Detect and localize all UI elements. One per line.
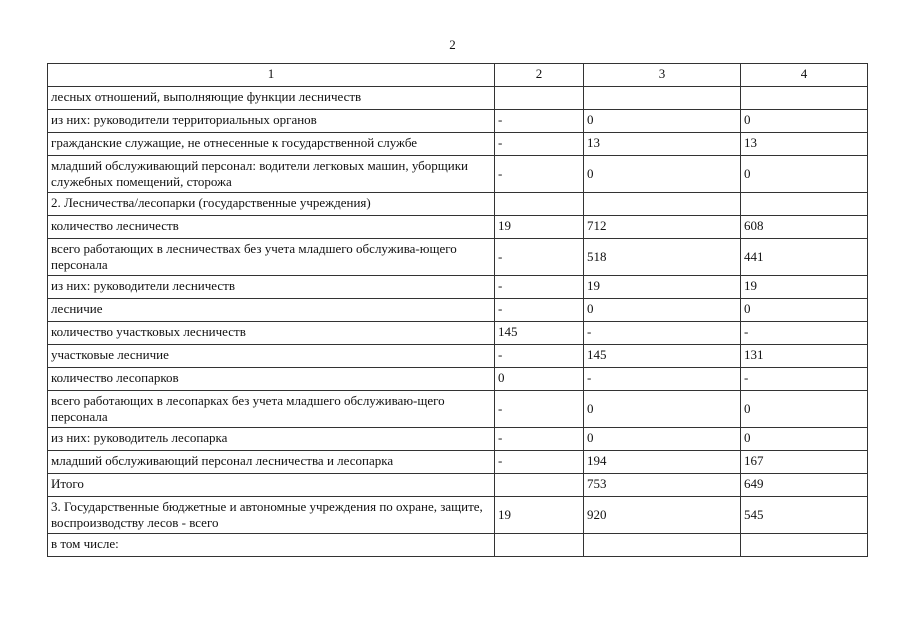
- value-cell: 0: [584, 299, 741, 322]
- table-row: [48, 368, 868, 391]
- value-cell: -: [495, 391, 584, 428]
- table-row: [48, 216, 868, 239]
- row-label: из них: руководители лесничеств: [48, 276, 495, 299]
- section-heading-row: [48, 193, 868, 216]
- value-cell: -: [495, 428, 584, 451]
- value-cell: 0: [584, 428, 741, 451]
- value-cell: 0: [741, 156, 868, 193]
- value-cell: -: [495, 276, 584, 299]
- value-cell: 19: [584, 276, 741, 299]
- value-cell: 145: [584, 345, 741, 368]
- value-cell: 608: [741, 216, 868, 239]
- value-cell: [495, 474, 584, 497]
- value-cell: 0: [741, 428, 868, 451]
- row-label: лесничие: [48, 299, 495, 322]
- row-label: в том числе:: [48, 534, 495, 557]
- value-cell: -: [495, 156, 584, 193]
- row-label: младший обслуживающий персонал лесничества и лесопарка: [48, 451, 495, 474]
- value-cell: -: [584, 368, 741, 391]
- value-cell: 0: [495, 368, 584, 391]
- column-number-row: [48, 64, 868, 87]
- value-cell: 0: [741, 110, 868, 133]
- row-label: количество лесничеств: [48, 216, 495, 239]
- row-label: 3. Государственные бюджетные и автономные учреждения по охране, защите, воспроизводству лесов - всего: [48, 497, 495, 534]
- value-cell: 19: [495, 216, 584, 239]
- column-number-cell: 4: [741, 64, 868, 87]
- table-row: [48, 133, 868, 156]
- section-heading-row: [48, 497, 868, 534]
- value-cell: -: [495, 239, 584, 276]
- value-cell: 13: [584, 133, 741, 156]
- value-cell: -: [741, 368, 868, 391]
- value-cell: 0: [584, 156, 741, 193]
- value-cell: 649: [741, 474, 868, 497]
- row-label: всего работающих в лесничествах без учета младшего обслужива-ющего персонала: [48, 239, 495, 276]
- table-row: [48, 322, 868, 345]
- value-cell: 145: [495, 322, 584, 345]
- value-cell: 167: [741, 451, 868, 474]
- value-cell: 0: [741, 299, 868, 322]
- table-row: [48, 391, 868, 428]
- value-cell: [584, 534, 741, 557]
- value-cell: 545: [741, 497, 868, 534]
- table-row: [48, 345, 868, 368]
- table-row: [48, 276, 868, 299]
- table-row: [48, 110, 868, 133]
- value-cell: 712: [584, 216, 741, 239]
- column-number-cell: 1: [48, 64, 495, 87]
- value-cell: [741, 87, 868, 110]
- value-cell: 0: [584, 110, 741, 133]
- value-cell: [495, 87, 584, 110]
- row-label: из них: руководитель лесопарка: [48, 428, 495, 451]
- value-cell: -: [495, 133, 584, 156]
- value-cell: -: [495, 451, 584, 474]
- row-label: количество лесопарков: [48, 368, 495, 391]
- value-cell: 753: [584, 474, 741, 497]
- value-cell: 0: [741, 391, 868, 428]
- row-label: участковые лесничие: [48, 345, 495, 368]
- value-cell: 920: [584, 497, 741, 534]
- row-label: 2. Лесничества/лесопарки (государственные учреждения): [48, 193, 495, 216]
- value-cell: [495, 193, 584, 216]
- table-row: [48, 156, 868, 193]
- value-cell: -: [741, 322, 868, 345]
- row-label: лесных отношений, выполняющие функции лесничеств: [48, 87, 495, 110]
- value-cell: 441: [741, 239, 868, 276]
- table-row: [48, 299, 868, 322]
- value-cell: 131: [741, 345, 868, 368]
- value-cell: 19: [741, 276, 868, 299]
- value-cell: -: [495, 299, 584, 322]
- value-cell: 19: [495, 497, 584, 534]
- data-table: [47, 63, 868, 557]
- value-cell: -: [495, 110, 584, 133]
- value-cell: -: [584, 322, 741, 345]
- value-cell: 13: [741, 133, 868, 156]
- table-row: [48, 239, 868, 276]
- value-cell: 0: [584, 391, 741, 428]
- row-label: из них: руководители территориальных органов: [48, 110, 495, 133]
- row-label: младший обслуживающий персонал: водители легковых машин, уборщики служебных помещений, сторожа: [48, 156, 495, 193]
- row-label: всего работающих в лесопарках без учета младшего обслуживаю-щего персонала: [48, 391, 495, 428]
- value-cell: [584, 193, 741, 216]
- value-cell: [584, 87, 741, 110]
- table-row: [48, 87, 868, 110]
- value-cell: 194: [584, 451, 741, 474]
- row-label: Итого: [48, 474, 495, 497]
- value-cell: [741, 534, 868, 557]
- column-number-cell: 2: [495, 64, 584, 87]
- value-cell: -: [495, 345, 584, 368]
- value-cell: [741, 193, 868, 216]
- column-number-cell: 3: [584, 64, 741, 87]
- page-number: 2: [449, 37, 456, 52]
- table-row: [48, 428, 868, 451]
- table-row: [48, 451, 868, 474]
- row-label: гражданские служащие, не отнесенные к государственной службе: [48, 133, 495, 156]
- value-cell: [495, 534, 584, 557]
- row-label: количество участковых лесничеств: [48, 322, 495, 345]
- value-cell: 518: [584, 239, 741, 276]
- table-row: [48, 534, 868, 557]
- total-row: [48, 474, 868, 497]
